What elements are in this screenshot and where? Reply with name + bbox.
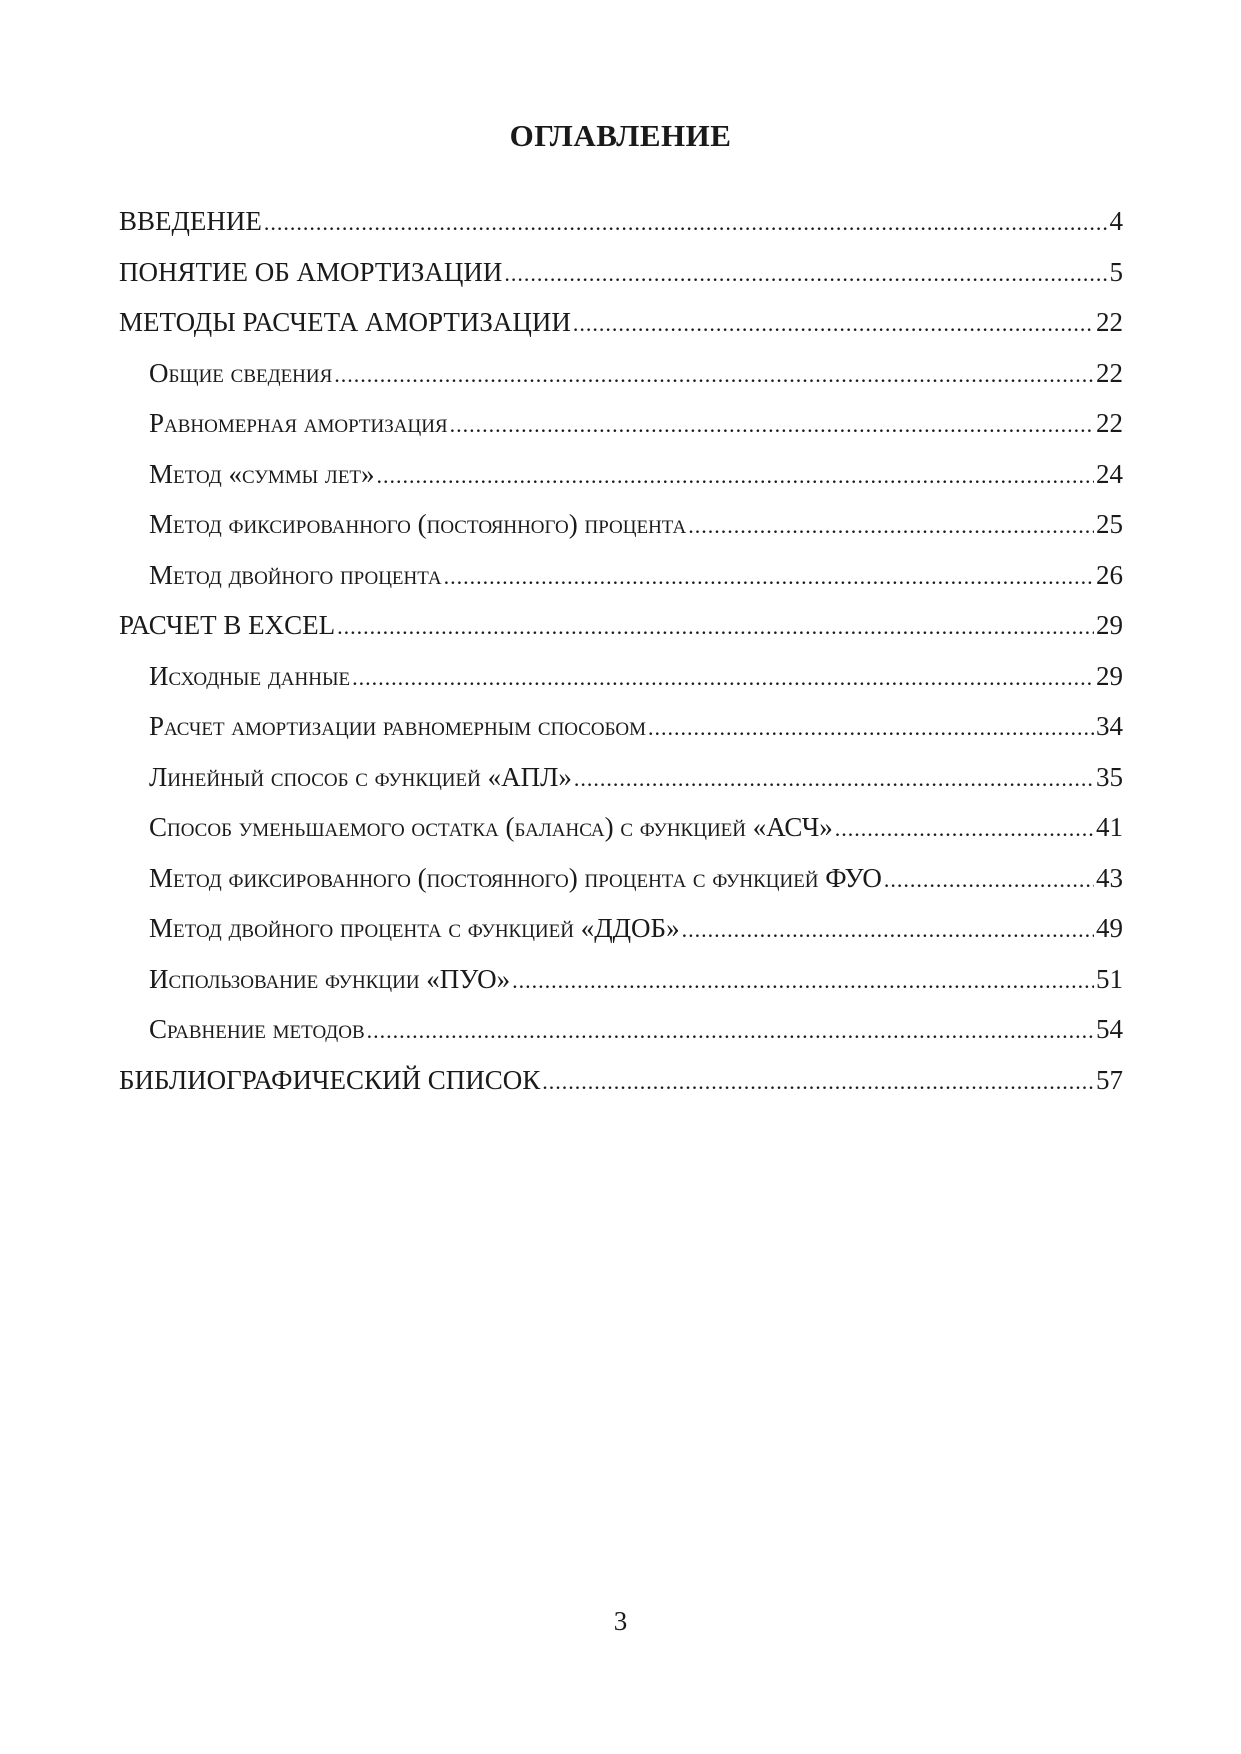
toc-dot-leader (648, 703, 1094, 754)
toc-entry-page: 22 (1096, 307, 1123, 337)
toc-chapter-entry[interactable] (119, 297, 1123, 348)
toc-section-entry[interactable] (119, 752, 1123, 803)
toc-entry-page: 43 (1096, 862, 1123, 893)
toc-entry-page: 54 (1096, 1014, 1123, 1044)
toc-entry-page: 34 (1096, 711, 1123, 741)
toc-entry-title: ПОНЯТИЕ ОБ АМОРТИЗАЦИИ (119, 256, 503, 287)
toc-entry-page: 4 (1109, 206, 1123, 236)
toc-entry-title: Метод двойного процента (149, 559, 442, 590)
toc-dot-leader (367, 1006, 1094, 1057)
page-number: 3 (613, 1606, 628, 1636)
toc-entry-page: 22 (1096, 357, 1123, 388)
toc-entry-title: Линейный способ с функцией «АПЛ» (149, 761, 572, 792)
toc-entry-title: Использование функции «ПУО» (149, 963, 511, 994)
toc-dot-leader (264, 198, 1108, 249)
toc-section-entry[interactable] (119, 398, 1123, 449)
toc-dot-leader (444, 552, 1094, 603)
toc-entry-page: 29 (1096, 610, 1123, 640)
toc-entry-page: 22 (1096, 408, 1123, 438)
toc-section-entry[interactable] (119, 651, 1123, 702)
toc-dot-leader (542, 1057, 1094, 1108)
toc-dot-leader (835, 804, 1094, 855)
toc-section-entry[interactable] (119, 1004, 1123, 1055)
toc-dot-leader (337, 602, 1094, 653)
toc-section-entry[interactable] (119, 954, 1123, 1005)
toc-dot-leader (574, 754, 1094, 805)
toc-entry-page: 5 (1109, 256, 1123, 287)
page-title: ОГЛАВЛЕНИЕ (509, 118, 732, 153)
toc-entry-title: Метод фиксированного (постоянного) процента (149, 509, 687, 539)
toc-entry-title: Расчет амортизации равномерным способом (149, 711, 647, 741)
toc-entry-title: Метод фиксированного (постоянного) процента с функцией ФУО (149, 862, 882, 893)
toc-dot-leader (352, 653, 1094, 704)
toc-section-entry[interactable] (119, 853, 1123, 904)
toc-entry-title: Сравнение методов (149, 1014, 365, 1044)
toc-chapter-entry[interactable] (119, 247, 1123, 298)
toc-chapter-entry[interactable] (119, 196, 1123, 247)
toc-dot-leader (512, 956, 1094, 1007)
table-of-contents (119, 196, 1123, 1105)
toc-section-entry[interactable] (119, 499, 1123, 550)
toc-dot-leader (682, 905, 1094, 956)
toc-dot-leader (504, 249, 1107, 300)
toc-chapter-entry[interactable] (119, 600, 1123, 651)
toc-entry-title: ВВЕДЕНИЕ (119, 206, 262, 236)
toc-entry-title: Исходные данные (149, 660, 351, 691)
toc-entry-title: Общие сведения (149, 357, 333, 388)
toc-dot-leader (884, 855, 1094, 906)
toc-entry-title: Равномерная амортизация (149, 408, 448, 438)
toc-entry-title: БИБЛИОГРАФИЧЕСКИЙ СПИСОК (119, 1064, 541, 1095)
toc-section-entry[interactable] (119, 550, 1123, 601)
toc-entry-title: РАСЧЕТ В EXCEL (119, 610, 336, 640)
toc-section-entry[interactable] (119, 348, 1123, 399)
toc-dot-leader (688, 501, 1094, 552)
toc-section-entry[interactable] (119, 802, 1123, 853)
toc-entry-page: 41 (1096, 812, 1123, 842)
toc-entry-page: 57 (1096, 1064, 1123, 1095)
toc-chapter-entry[interactable] (119, 1055, 1123, 1106)
toc-entry-page: 51 (1096, 963, 1123, 994)
toc-entry-page: 25 (1096, 509, 1123, 539)
toc-entry-title: Способ уменьшаемого остатка (баланса) с функцией «АСЧ» (149, 812, 833, 842)
toc-entry-page: 24 (1096, 458, 1123, 489)
toc-entry-title: Метод «суммы лет» (149, 458, 375, 489)
toc-section-entry[interactable] (119, 903, 1123, 954)
toc-dot-leader (377, 451, 1094, 502)
toc-dot-leader (573, 299, 1094, 350)
toc-section-entry[interactable] (119, 701, 1123, 752)
toc-entry-page: 29 (1096, 660, 1123, 691)
toc-entry-title: Метод двойного процента с функцией «ДДОБ» (149, 913, 680, 943)
toc-entry-page: 35 (1096, 761, 1123, 792)
toc-entry-title: МЕТОДЫ РАСЧЕТА АМОРТИЗАЦИИ (119, 307, 571, 337)
toc-dot-leader (334, 350, 1094, 401)
toc-entry-page: 26 (1096, 559, 1123, 590)
toc-dot-leader (450, 400, 1094, 451)
toc-section-entry[interactable] (119, 449, 1123, 500)
toc-entry-page: 49 (1096, 913, 1123, 943)
